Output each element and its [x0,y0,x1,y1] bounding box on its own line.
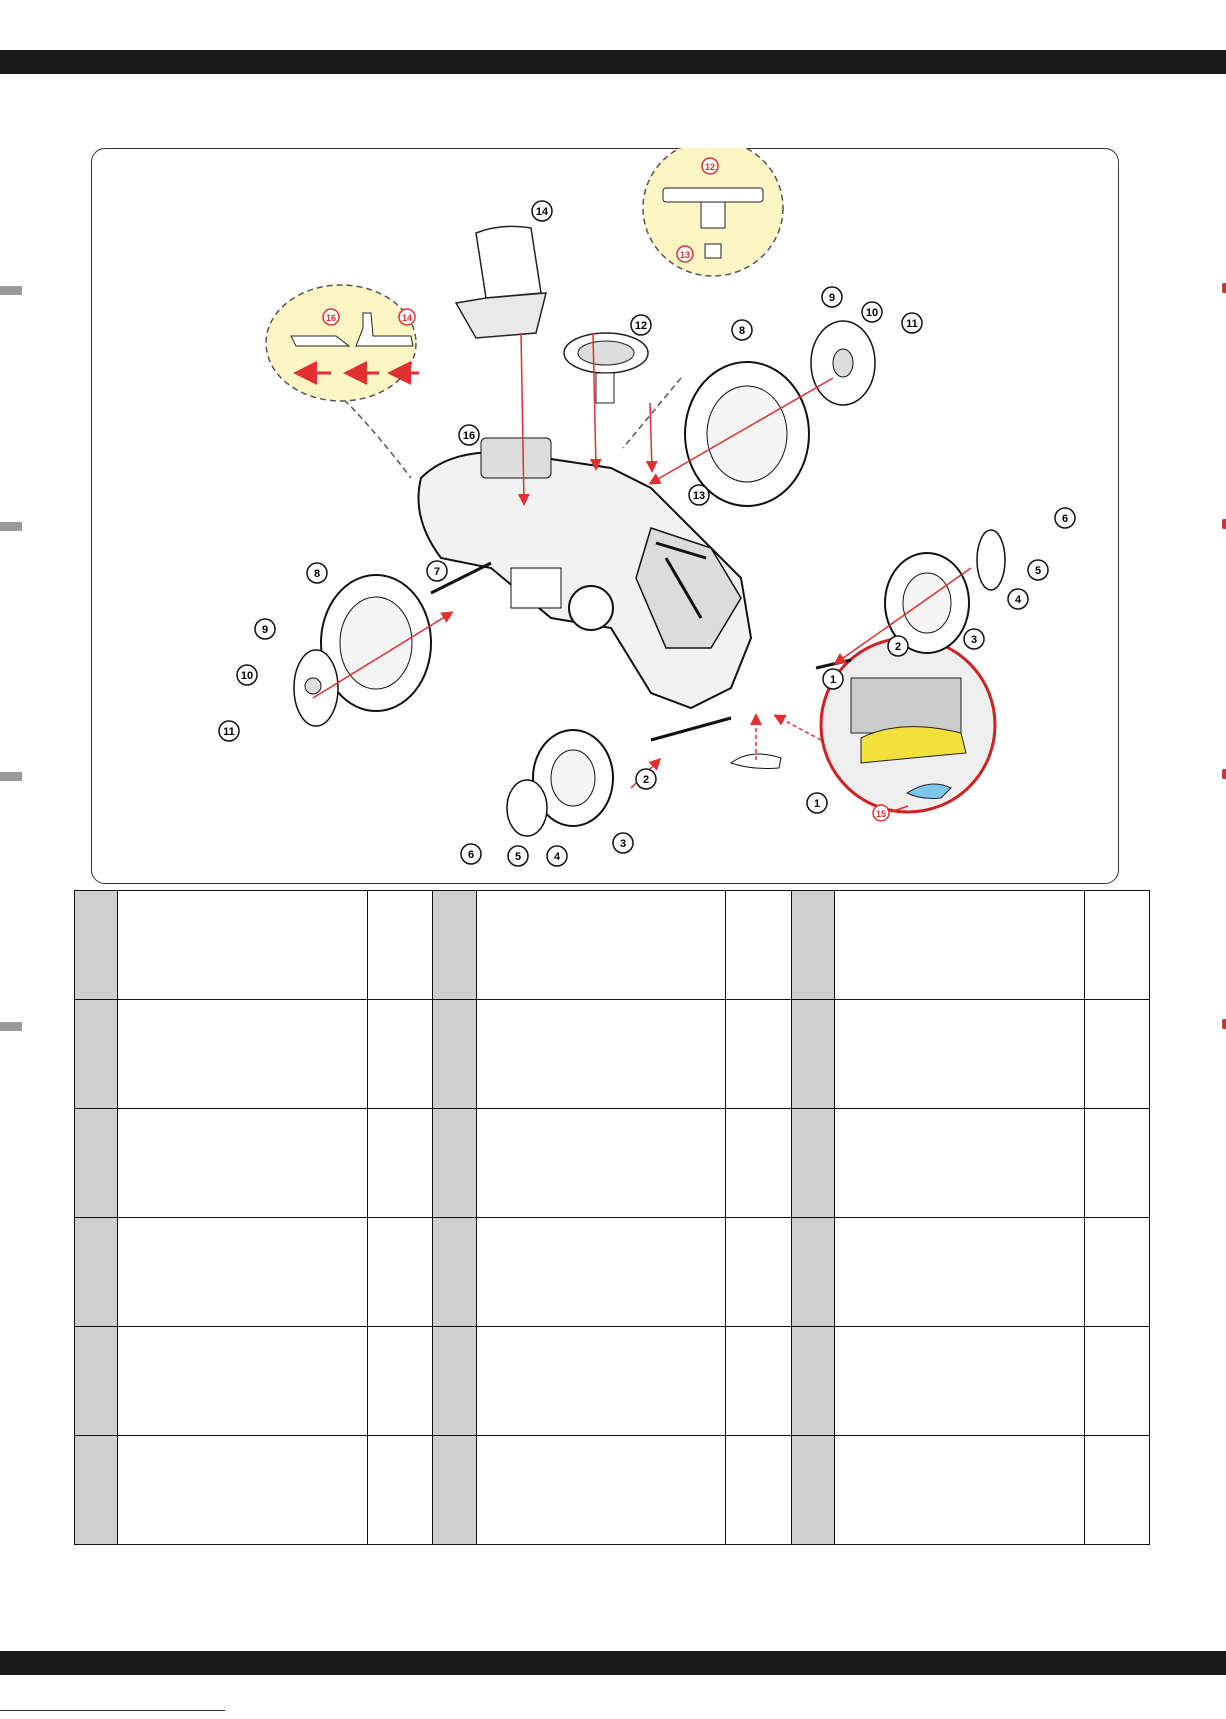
seat-part [456,226,546,338]
part-qty-cell [726,891,791,1000]
part-number-cell [75,1327,118,1436]
part-number-cell [433,1218,476,1327]
svg-text:16: 16 [462,430,476,442]
part-qty-cell [726,1436,791,1545]
svg-text:5: 5 [514,851,522,863]
table-row [75,1327,1150,1436]
callout-14 [532,201,552,221]
table-row [75,1109,1150,1218]
callout-16 [459,425,479,445]
table-row [75,1218,1150,1327]
part-name-cell [476,1109,726,1218]
part-name-cell [118,891,368,1000]
callout-13-bubble [677,246,693,262]
callout-5-right [1028,560,1048,580]
callout-11-right [902,313,922,333]
callout-12-bubble [702,158,718,174]
svg-text:9: 9 [828,292,836,304]
svg-text:3: 3 [619,838,627,850]
svg-text:4: 4 [553,851,561,863]
callout-2-left [636,769,656,789]
part-number-cell [791,1218,834,1327]
svg-text:7: 7 [433,566,441,578]
edge-mark-3 [1222,769,1226,779]
part-qty-cell [367,1327,432,1436]
svg-text:15: 15 [875,809,887,819]
part-number-cell [75,1436,118,1545]
front-axle [651,718,731,740]
callout-8-right [732,320,752,340]
front-hubcap-right [977,530,1005,590]
part-qty-cell [367,1000,432,1109]
callout-3-left [613,833,633,853]
svg-text:10: 10 [240,670,254,682]
callout-6-left [461,844,481,864]
svg-text:14: 14 [401,313,413,323]
part-name-cell [834,891,1084,1000]
part-qty-cell [1084,1109,1149,1218]
svg-text:1: 1 [829,674,837,686]
svg-text:13: 13 [679,250,691,260]
callout-14-bubble [399,309,415,325]
edge-mark-2 [1222,519,1226,529]
part-name-cell [118,1218,368,1327]
part-name-cell [118,1327,368,1436]
svg-text:2: 2 [642,774,650,786]
part-qty-cell [1084,1218,1149,1327]
part-name-cell [476,891,726,1000]
side-tab-2 [0,522,22,531]
side-tab-4 [0,1022,22,1031]
part-qty-cell [726,1218,791,1327]
part-qty-cell [726,1109,791,1218]
part-qty-cell [367,1218,432,1327]
table-row [75,1436,1150,1545]
detail-bubble-seat-rail [266,285,419,478]
callout-12 [631,315,651,335]
edge-mark-4 [1222,1019,1226,1029]
part-number-cell [791,1327,834,1436]
callout-10-left [237,665,257,685]
svg-text:5: 5 [1034,565,1042,577]
footnote-rule [0,1710,225,1711]
part-qty-cell [726,1000,791,1109]
rear-hubcap-left [294,650,338,726]
part-name-cell [834,1327,1084,1436]
svg-text:12: 12 [634,320,648,332]
svg-text:11: 11 [223,726,235,738]
edge-mark-1 [1222,283,1226,293]
svg-text:11: 11 [906,318,918,330]
part-qty-cell [1084,891,1149,1000]
part-qty-cell [367,891,432,1000]
svg-text:4: 4 [1014,594,1022,606]
callout-4-right [1008,589,1028,609]
part-number-cell [433,1000,476,1109]
part-number-cell [791,1109,834,1218]
callout-13 [689,485,709,505]
svg-text:16: 16 [325,313,337,323]
part-name-cell [118,1436,368,1545]
part-qty-cell [1084,1327,1149,1436]
part-name-cell [834,1218,1084,1327]
bottom-band [0,1651,1226,1675]
callout-2-right [888,636,908,656]
callout-11-left [219,721,239,741]
part-qty-cell [367,1109,432,1218]
svg-text:6: 6 [467,849,475,861]
svg-text:12: 12 [704,162,716,172]
part-name-cell [834,1000,1084,1109]
svg-text:10: 10 [865,307,879,319]
callout-6-right [1055,508,1075,528]
part-number-cell [75,1109,118,1218]
part-number-cell [791,1000,834,1109]
svg-text:6: 6 [1061,513,1069,525]
part-qty-cell [726,1327,791,1436]
svg-text:8: 8 [738,325,746,337]
part-number-cell [433,1436,476,1545]
callout-4-left [547,846,567,866]
part-number-cell [75,891,118,1000]
svg-text:1: 1 [813,798,821,810]
part-number-cell [433,891,476,1000]
part-qty-cell [1084,1000,1149,1109]
side-tab-3 [0,772,22,781]
rear-wheel-right [685,362,809,506]
svg-text:14: 14 [535,206,549,218]
side-tab-1 [0,286,22,295]
svg-text:9: 9 [261,624,269,636]
table-row [75,1000,1150,1109]
part-qty-cell [367,1436,432,1545]
part-name-cell [476,1218,726,1327]
part-name-cell [118,1109,368,1218]
part-number-cell [75,1218,118,1327]
part-number-cell [75,1000,118,1109]
callout-1-inset [807,793,827,813]
part-number-cell [791,1436,834,1545]
callout-16-bubble [323,309,339,325]
detail-inset-front-axle [821,638,995,812]
callout-1-right [823,669,843,689]
part-qty-cell [1084,1436,1149,1545]
part-name-cell [834,1109,1084,1218]
callout-5-left [508,846,528,866]
table-row [75,891,1150,1000]
svg-text:3: 3 [970,634,978,646]
svg-text:8: 8 [313,568,321,580]
front-hubcap-left [507,780,547,836]
part-number-cell [433,1109,476,1218]
part-name-cell [476,1436,726,1545]
rear-hubcap-right [811,321,875,405]
callout-10-right [862,302,882,322]
top-band [0,50,1226,74]
part-name-cell [476,1000,726,1109]
svg-text:13: 13 [692,490,706,502]
callout-9-left [255,619,275,639]
callout-7 [427,561,447,581]
part-name-cell [834,1436,1084,1545]
parts-list-table [74,890,1150,1545]
exploded-view-diagram [91,148,1117,882]
part-number-cell [791,891,834,1000]
callout-15-inset [873,805,889,821]
part-number-cell [433,1327,476,1436]
part-name-cell [476,1327,726,1436]
callout-9-right [822,287,842,307]
part-name-cell [118,1000,368,1109]
steering-wheel-part [564,333,648,403]
callout-3-right [964,629,984,649]
callout-8-left [307,563,327,583]
svg-text:2: 2 [894,641,902,653]
